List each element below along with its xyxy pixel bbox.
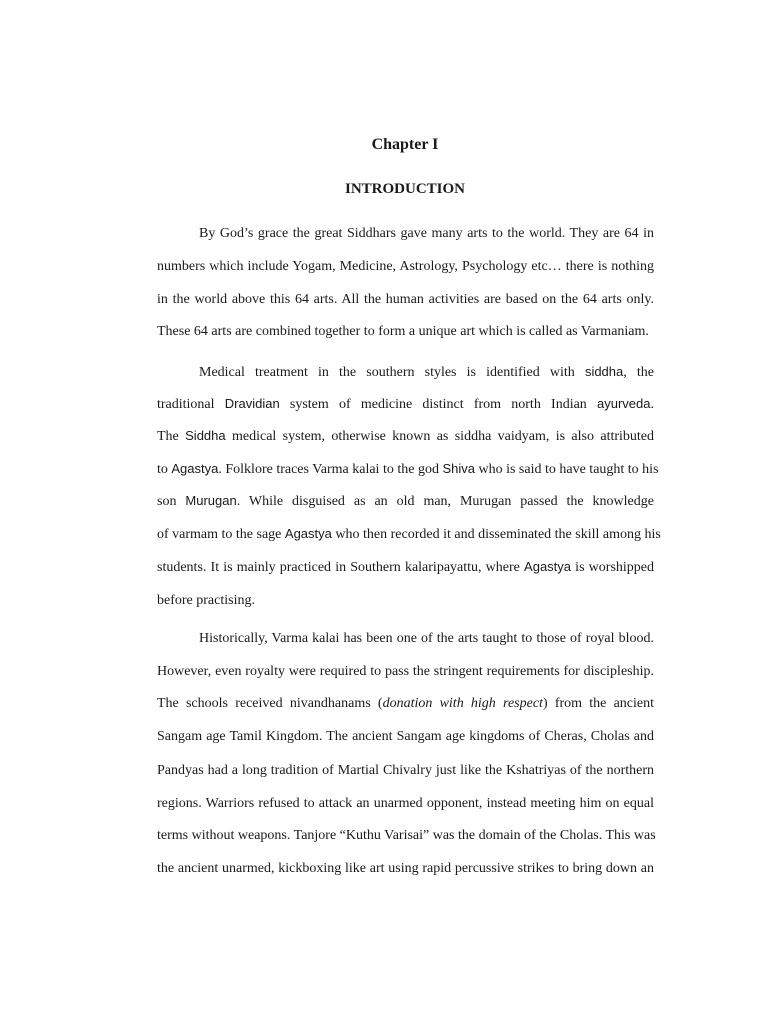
paragraph-2-line-5 <box>157 491 654 511</box>
paragraph-2-line-2 <box>157 394 654 414</box>
paragraph-1-line-1: By God’s grace the great Siddhars gave many arts to the world. They are 64 in <box>199 226 654 241</box>
text-run: . Folklore traces Varma kalai to the god <box>218 462 443 477</box>
term-siddha: siddha <box>584 364 624 379</box>
paragraph-1-line-4: These 64 arts are combined together to form a unique art which is called as Varmaniam. <box>157 324 649 339</box>
text-run: . <box>650 397 654 412</box>
text-run: The <box>157 429 186 444</box>
term-ayurveda: ayurveda <box>597 396 651 411</box>
paragraph-3-line-4: Sangam age Tamil Kingdom. The ancient Sangam age kingdoms of Cheras, Cholas and <box>157 729 654 744</box>
paragraph-3-line-7: terms without weapons. Tanjore “Kuthu Varisai” was the domain of the Cholas. This was <box>157 828 656 843</box>
term-dravidian: Dravidian <box>224 396 280 411</box>
text-run: system of medicine distinct from north Indian <box>279 397 598 412</box>
paragraph-2-line-8: before practising. <box>157 593 255 608</box>
paragraph-2-line-1 <box>199 362 654 382</box>
term-agastya: Agastya <box>171 461 219 476</box>
section-title: INTRODUCTION <box>344 181 465 197</box>
term-murugan: Murugan <box>185 493 237 508</box>
text-run: Medical treatment in the southern styles is identified with <box>199 365 585 380</box>
chapter-label: Chapter I <box>371 136 439 153</box>
term-agastya: Agastya <box>284 526 332 541</box>
term-shiva: Shiva <box>442 461 475 476</box>
text-run: to <box>157 462 172 477</box>
paragraph-3-line-3 <box>157 694 654 714</box>
term-siddha: Siddha <box>185 428 226 443</box>
paragraph-3-line-5: Pandyas had a long tradition of Martial Chivalry just like the Kshatriyas of the northern <box>157 763 654 778</box>
text-run: of varmam to the sage <box>157 527 285 542</box>
text-run: is worshipped <box>571 560 654 575</box>
paragraph-3-line-6: regions. Warriors refused to attack an unarmed opponent, instead meeting him on equal <box>157 796 654 811</box>
paragraph-3-line-1: Historically, Varma kalai has been one of the arts taught to those of royal blood. <box>199 631 654 646</box>
text-run: The schools received nivandhanams ( <box>157 696 383 711</box>
text-run: medical system, otherwise known as siddha vaidyam, is also attributed <box>225 429 655 444</box>
text-run: students. It is mainly practiced in Southern kalaripayattu, where <box>157 560 525 575</box>
text-run: who is said to have taught to his <box>474 462 659 477</box>
term-agastya: Agastya <box>524 559 572 574</box>
text-run: who then recorded it and disseminated the skill among his <box>331 527 661 542</box>
text-run: traditional <box>157 397 225 412</box>
paragraph-2-line-4 <box>157 459 659 479</box>
text-run: , the <box>623 365 654 380</box>
text-run: ) from the ancient <box>542 696 654 711</box>
italic-phrase: donation with high respect <box>382 696 543 711</box>
paragraph-1-line-3: in the world above this 64 arts. All the human activities are based on the 64 arts only. <box>157 292 654 307</box>
paragraph-1-line-2: numbers which include Yogam, Medicine, Astrology, Psychology etc… there is nothing <box>157 259 654 274</box>
paragraph-3-line-2: However, even royalty were required to pass the stringent requirements for discipleship. <box>157 664 654 679</box>
paragraph-2-line-3 <box>157 426 654 446</box>
paragraph-2-line-6 <box>157 524 661 544</box>
paragraph-2-line-7 <box>157 557 654 577</box>
text-run: . While disguised as an old man, Murugan passed the knowledge <box>236 494 654 509</box>
text-run: son <box>157 494 186 509</box>
paragraph-3-line-8: the ancient unarmed, kickboxing like art using rapid percussive strikes to bring down an <box>157 861 654 876</box>
